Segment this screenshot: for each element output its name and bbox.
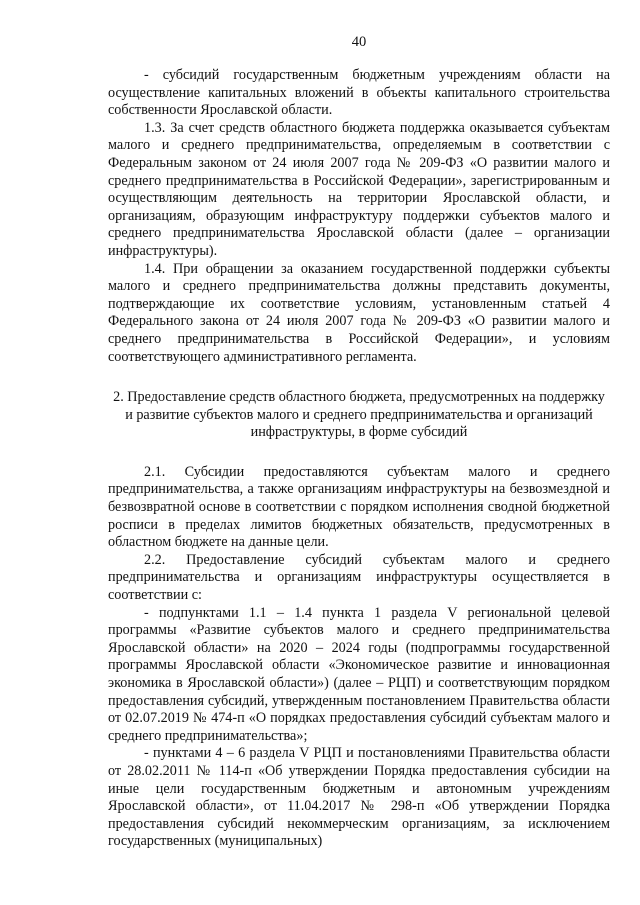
document-body bbox=[108, 67, 610, 851]
document-page bbox=[108, 0, 610, 905]
list-item-subparagraphs-1-1-1-4: - подпунктами 1.1 – 1.4 пункта 1 раздела V региональной целевой программы «Развитие субъектов малого и среднего предпринимательства Ярославской области» на 2020 – 2024 годы (подпрограммы государственной программы Ярославской области «Экономическое развитие и инновационная экономика в Ярославской области») (далее – РЦП) и соответствующим порядком предоставления субсидий, утвержденным постановлением Правительства области от 02.07.2019 № 474-п «О порядках предоставления субсидий субъектам малого и среднего предпринимательства»; bbox=[108, 604, 610, 744]
paragraph-2-2: 2.2. Предоставление субсидий субъектам малого и среднего предпринимательства и организациям инфраструктуры осуществляется в соответствии с: bbox=[108, 551, 610, 604]
paragraph-1-4: 1.4. При обращении за оказанием государственной поддержки субъекты малого и среднего предпринимательства должны представить документы, подтверждающие их соответствие условиям, установленным статьей 4 Федерального закона от 24 июля 2007 года № 209-ФЗ «О развитии малого и среднего предпринимательства в Российской Федерации», и условиям соответствующего административного регламента. bbox=[108, 260, 610, 365]
paragraph-2-1: 2.1. Субсидии предоставляются субъектам малого и среднего предпринимательства, а также организациям инфраструктуры на безвозмездной и безвозвратной основе в соответствии с порядком исполнения сводной бюджетной росписи в пределах лимитов бюджетных обязательств, предусмотренных в областном бюджете на данные цели. bbox=[108, 463, 610, 551]
page-number: 40 bbox=[351, 34, 367, 50]
list-item-points-4-6: - пунктами 4 – 6 раздела V РЦП и постановлениями Правительства области от 28.02.2011 № 114-п «Об утверждении Порядка предоставления субсидии на иные цели государственным бюджетным и автономным учреждениям Ярославской области», от 11.04.2017 № 298-п «Об утверждении Порядка предоставления субсидий некоммерческим организациям, за исключением государственных (муниципальных) bbox=[108, 745, 610, 850]
section-heading-2: 2. Предоставление средств областного бюджета, предусмотренных на поддержку и развитие субъектов малого и среднего предпринимательства и организаций инфраструктуры, в форме субсидий bbox=[113, 389, 605, 441]
paragraph-capital-investment-subsidies: - субсидий государственным бюджетным учреждениям области на осуществление капитальных вложений в объекты капитального строительства собственности Ярославской области. bbox=[108, 67, 610, 119]
paragraph-1-3: 1.3. За счет средств областного бюджета поддержка оказывается субъектам малого и среднего предпринимательства, определяемым в соответствии с Федеральным законом от 24 июля 2007 года № 209-ФЗ «О развитии малого и среднего предпринимательства в Российской Федерации», зарегистрированным и осуществляющим деятельность на территории Ярославской области, и организациям, образующим инфраструктуру поддержки субъектов малого и среднего предпринимательства Ярославской области (далее – организации инфраструктуры). bbox=[108, 119, 610, 259]
